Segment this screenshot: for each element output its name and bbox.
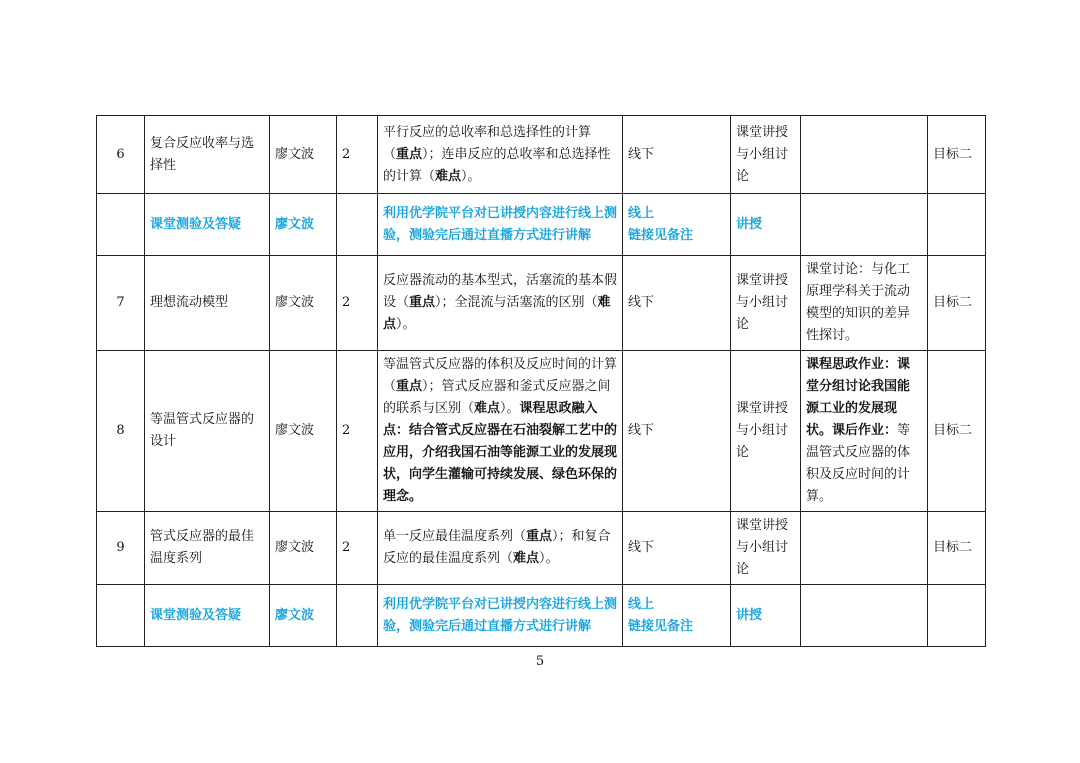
hours-cell: 2	[337, 116, 378, 194]
teacher-cell: 廖文波	[270, 116, 337, 194]
table-row	[97, 256, 986, 351]
text-run: 等温管式反应器的体积及反应时间的计算。	[806, 423, 911, 504]
hours-cell	[337, 194, 378, 256]
method-cell	[623, 585, 731, 647]
text-run: 平行反应的总收率和总选择性的计算（	[383, 124, 592, 162]
lesson-number-cell: 8	[97, 351, 145, 512]
method-line: 线下	[628, 295, 655, 310]
text-run: 课后作业：	[832, 423, 898, 438]
method-line: 线上	[628, 596, 655, 612]
topic-cell: 课堂测验及答疑	[145, 585, 270, 647]
method-line: 线下	[628, 146, 655, 162]
text-run: 难点	[383, 295, 611, 332]
notes-cell	[801, 351, 928, 512]
content-cell	[378, 585, 623, 647]
teacher-cell: 廖文波	[270, 194, 337, 256]
topic-cell: 课堂测验及答疑	[145, 194, 270, 256]
text-run: 单一反应最佳温度系列（	[383, 529, 527, 544]
teaching-form-cell: 课堂讲授与小组讨论	[731, 256, 801, 351]
method-cell	[623, 351, 731, 512]
table-row	[97, 194, 986, 256]
topic-cell: 理想流动模型	[145, 256, 270, 351]
text-run: 课程思政融入点：结合管式反应器在石油裂解工艺中的应用，介绍我国石油等能源工业的发展现状，向学生灌输可持续发展、绿色环保的理念。	[383, 401, 618, 504]
text-run: 难点	[474, 401, 501, 416]
content-cell	[378, 194, 623, 256]
text-run: 等温管式反应器的体积及反应时间的计算（	[383, 357, 618, 394]
goal-cell: 目标二	[928, 256, 986, 351]
text-run: ）；和复合反应的最佳温度系列（	[383, 529, 611, 566]
text-run: 课程思政作业：课堂分组讨论我国能源工业的发展现状。	[806, 357, 911, 438]
teaching-form-cell: 课堂讲授与小组讨论	[731, 512, 801, 585]
method-line: 链接见备注	[628, 618, 694, 634]
method-cell	[623, 256, 731, 351]
schedule-table	[96, 115, 986, 647]
teacher-cell: 廖文波	[270, 351, 337, 512]
teaching-form-cell: 讲授	[731, 194, 801, 256]
method-cell	[623, 512, 731, 585]
goal-cell: 目标二	[928, 116, 986, 194]
hours-cell: 2	[337, 512, 378, 585]
method-line: 链接见备注	[628, 227, 694, 243]
hours-cell: 2	[337, 351, 378, 512]
goal-cell	[928, 585, 986, 647]
text-run: ）。	[461, 168, 481, 184]
goal-cell	[928, 194, 986, 256]
text-run: ）；连串反应的总收率和总选择性的计算（	[383, 146, 611, 184]
teacher-cell: 廖文波	[270, 585, 337, 647]
text-run: 重点	[396, 146, 423, 162]
lesson-number-cell	[97, 585, 145, 647]
table-row	[97, 116, 986, 194]
text-run: 难点	[435, 168, 462, 184]
text-run: 重点	[409, 295, 436, 310]
content-cell	[378, 256, 623, 351]
text-run: ）。	[500, 401, 520, 416]
method-line: 线下	[628, 423, 655, 438]
table-row	[97, 585, 986, 647]
lesson-number-cell: 6	[97, 116, 145, 194]
hours-cell: 2	[337, 256, 378, 351]
text-run: 反应器流动的基本型式，活塞流的基本假设（	[383, 273, 618, 310]
hours-cell	[337, 585, 378, 647]
text-run: 课堂讨论：与化工原理学科关于流动模型的知识的差异性探讨。	[806, 262, 911, 343]
text-run: ）；管式反应器和釜式反应器之间的联系与区别（	[383, 379, 611, 416]
text-run: 利用优学院平台对已讲授内容进行线上测验，测验完后通过直播方式进行讲解	[383, 205, 618, 243]
notes-cell	[801, 194, 928, 256]
lesson-number-cell	[97, 194, 145, 256]
text-run: ）；全混流与活塞流的区别（	[435, 295, 598, 310]
text-run: 利用优学院平台对已讲授内容进行线上测验，测验完后通过直播方式进行讲解	[383, 596, 618, 634]
lesson-number-cell: 7	[97, 256, 145, 351]
content-cell	[378, 116, 623, 194]
table-row	[97, 351, 986, 512]
content-cell	[378, 351, 623, 512]
text-run: ）。	[539, 551, 559, 566]
page-number: 5	[535, 654, 545, 669]
lesson-number-cell: 9	[97, 512, 145, 585]
notes-cell	[801, 512, 928, 585]
topic-cell: 复合反应收率与选择性	[145, 116, 270, 194]
method-line: 线下	[628, 540, 655, 555]
teaching-form-cell: 课堂讲授与小组讨论	[731, 116, 801, 194]
teaching-form-cell: 讲授	[731, 585, 801, 647]
goal-cell: 目标二	[928, 512, 986, 585]
method-cell	[623, 194, 731, 256]
notes-cell	[801, 256, 928, 351]
goal-cell: 目标二	[928, 351, 986, 512]
schedule-rows	[97, 116, 986, 647]
text-run: ）。	[396, 317, 416, 332]
notes-cell	[801, 585, 928, 647]
text-run: 难点	[513, 551, 540, 566]
text-run: 重点	[526, 529, 553, 544]
text-run: 重点	[396, 379, 423, 394]
content-cell	[378, 512, 623, 585]
topic-cell: 等温管式反应器的设计	[145, 351, 270, 512]
method-line: 线上	[628, 205, 655, 221]
notes-cell	[801, 116, 928, 194]
method-cell	[623, 116, 731, 194]
teacher-cell: 廖文波	[270, 512, 337, 585]
topic-cell: 管式反应器的最佳温度系列	[145, 512, 270, 585]
teaching-form-cell: 课堂讲授与小组讨论	[731, 351, 801, 512]
table-row	[97, 512, 986, 585]
teacher-cell: 廖文波	[270, 256, 337, 351]
